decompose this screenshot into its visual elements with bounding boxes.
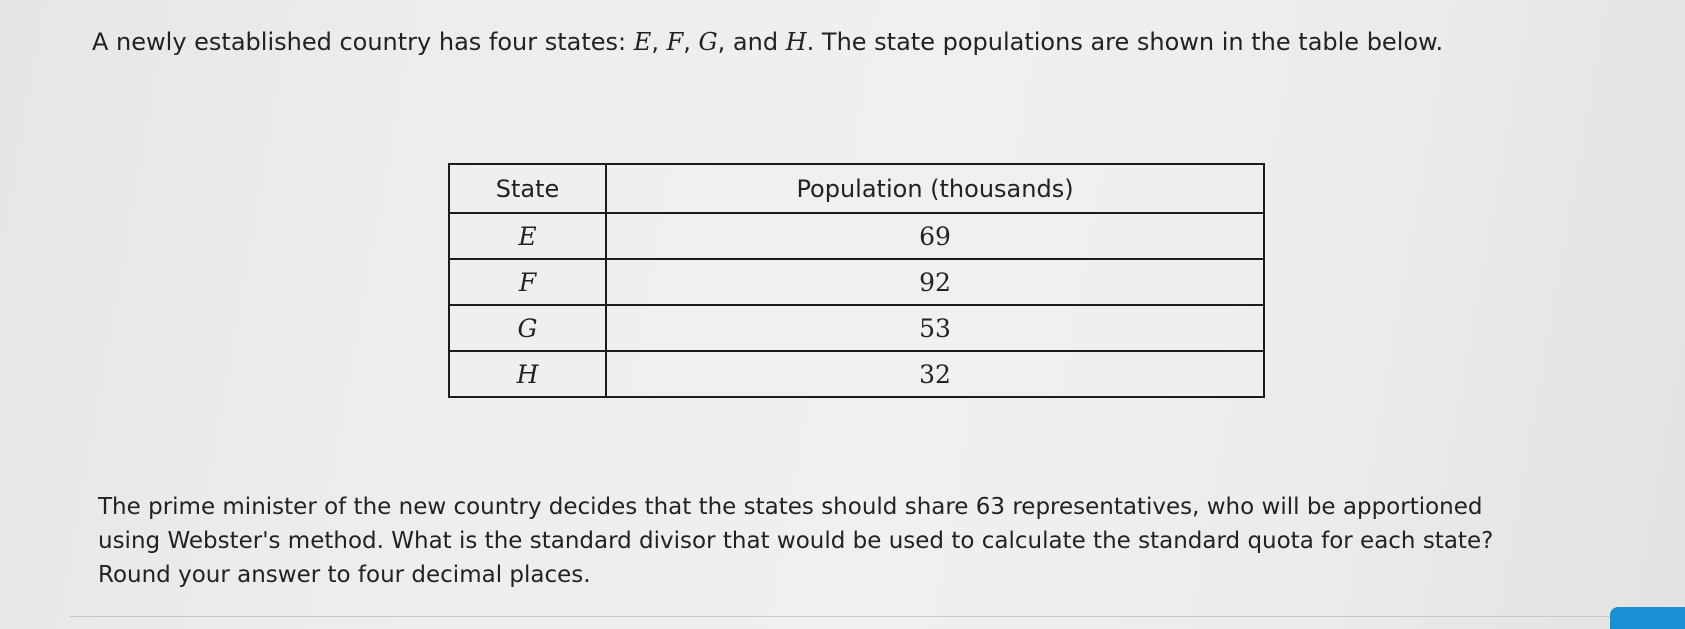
table-row <box>449 259 1264 305</box>
intro-text-start: A newly established country has four states: <box>92 28 634 56</box>
state-h-symbol: H <box>785 28 807 56</box>
population-cell: 69 <box>606 213 1264 259</box>
population-cell: 53 <box>606 305 1264 351</box>
population-table <box>448 163 1265 398</box>
content-divider <box>70 616 1685 617</box>
state-cell: E <box>449 213 606 259</box>
intro-sep-1: , <box>651 28 667 56</box>
table-row <box>449 213 1264 259</box>
header-state: State <box>449 164 606 213</box>
state-cell: G <box>449 305 606 351</box>
population-cell: 92 <box>606 259 1264 305</box>
corner-action-button[interactable] <box>1610 607 1685 629</box>
intro-sep-3: , and <box>717 28 786 56</box>
intro-text <box>92 28 1652 56</box>
population-cell: 32 <box>606 351 1264 397</box>
question-text <box>98 490 1658 592</box>
intro-sep-2: , <box>683 28 699 56</box>
question-line-1: The prime minister of the new country decides that the states should share 63 representatives, who will be apportioned <box>98 494 1483 520</box>
question-line-3: Round your answer to four decimal places. <box>98 562 591 588</box>
header-population: Population (thousands) <box>606 164 1264 213</box>
state-cell: H <box>449 351 606 397</box>
table-header-row <box>449 164 1264 213</box>
state-e-symbol: E <box>633 28 652 56</box>
table-row <box>449 351 1264 397</box>
state-f-symbol: F <box>666 28 684 56</box>
table-row <box>449 305 1264 351</box>
state-g-symbol: G <box>698 28 718 56</box>
intro-text-end: . The state populations are shown in the table below. <box>806 28 1444 56</box>
state-cell: F <box>449 259 606 305</box>
question-line-2: using Webster's method. What is the standard divisor that would be used to calculate the standard quota for each state? <box>98 528 1494 554</box>
